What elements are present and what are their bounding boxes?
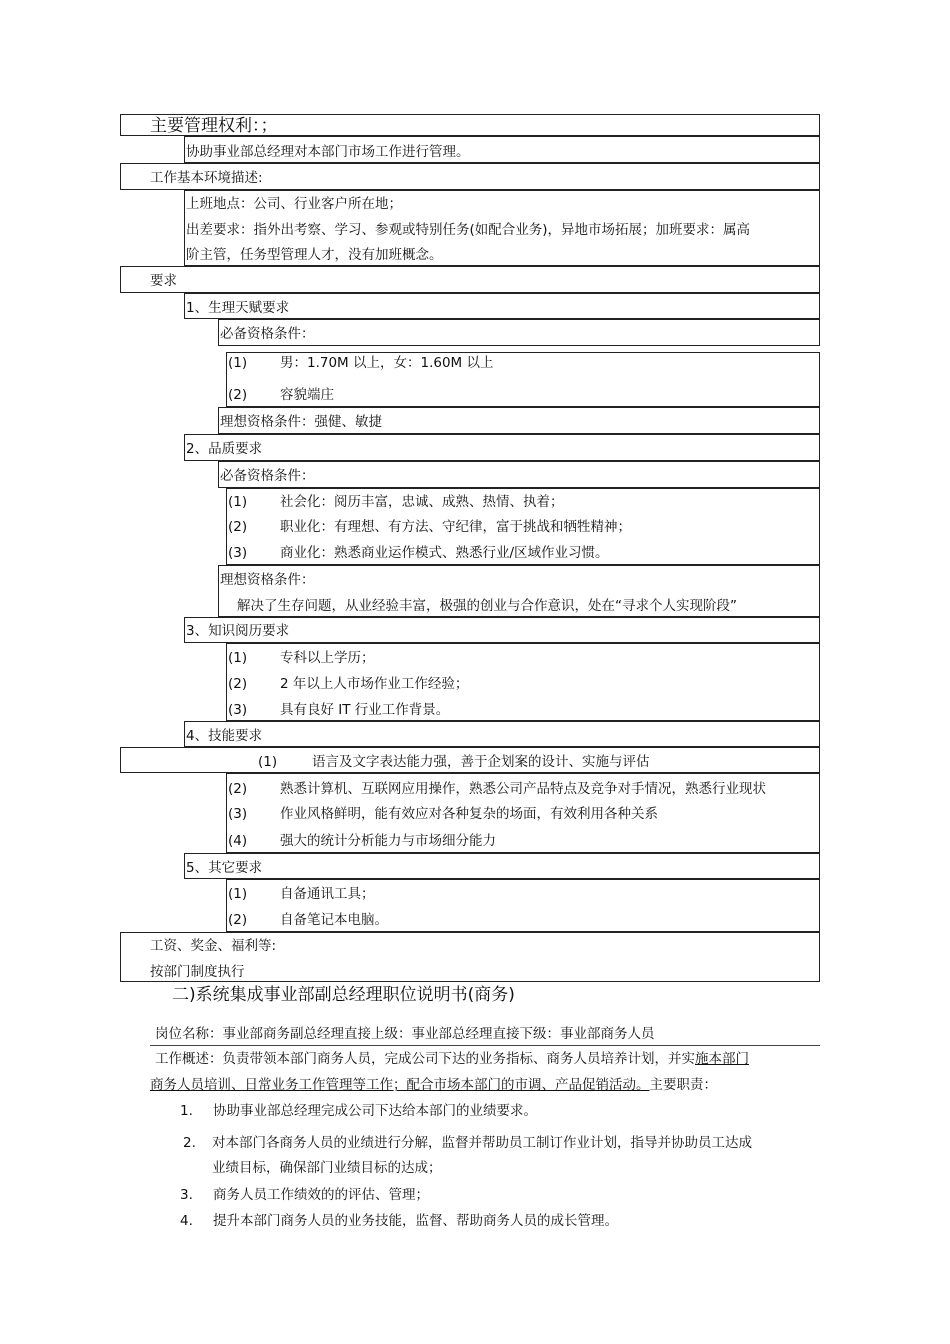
list-item [228, 885, 375, 903]
physical-required-title: 必备资格条件： [220, 326, 315, 342]
section2-heading: 二)系统集成事业部副总经理职位说明书(商务) [172, 985, 515, 1005]
item-number: (3) [228, 545, 248, 561]
list-item [228, 493, 564, 511]
item-text: 熟悉计算机、互联网应用操作，熟悉公司产品特点及竞争对手情况，熟悉行业现状 [280, 781, 766, 797]
overview-line2 [150, 1076, 717, 1094]
duty-text: 协助事业部总经理完成公司下达给本部门的业绩要求。 [213, 1103, 537, 1119]
list-item [228, 675, 468, 693]
skills-title-row [184, 721, 820, 747]
overview-text: 工作概述：负责带领本部门商务人员，完成公司下达的业务指标、商务人员培养计划，并实 [155, 1051, 695, 1067]
salary-text: 按部门制度执行 [150, 964, 245, 980]
requirements-title: 要求 [150, 273, 177, 289]
quality-ideal-text: 解决了生存问题，从业经验丰富，极强的创业与合作意识，处在“寻求个人实现阶段” [237, 598, 737, 614]
other-title-row [184, 853, 820, 879]
environment-travel-line2: 阶主管，任务型管理人才，没有加班概念。 [186, 247, 443, 263]
duty-text: 提升本部门商务人员的业务技能，监督、帮助商务人员的成长管理。 [213, 1213, 618, 1229]
list-item [228, 780, 766, 798]
duty-number: 3. [180, 1187, 193, 1203]
overview-text: 主要职责： [649, 1077, 717, 1093]
requirements-header-row [120, 266, 820, 293]
physical-title: 1、生理天赋要求 [186, 300, 290, 316]
duty-text: 对本部门各商务人员的业绩进行分解，监督并帮助员工制订作业计划，指导并协助员工达成 [212, 1135, 752, 1151]
item-text: 容貌端庄 [280, 387, 334, 403]
position-line: 岗位名称：事业部商务副总经理直接上级：事业部总经理直接下级：事业部商务人员 [155, 1026, 655, 1042]
duty-number: 2. [183, 1135, 196, 1151]
item-text: 自备笔记本电脑。 [280, 912, 388, 928]
list-item [228, 386, 334, 404]
item-text: 职业化：有理想、有方法、守纪律，富于挑战和牺牲精神； [280, 519, 631, 535]
skills-title: 4、技能要求 [186, 728, 263, 744]
item-number: (2) [228, 781, 248, 797]
item-text: 强大的统计分析能力与市场细分能力 [280, 833, 496, 849]
duty-item [180, 1212, 618, 1230]
item-text: 语言及文字表达能力强，善于企划案的设计、实施与评估 [312, 754, 650, 770]
item-text: 作业风格鲜明，能有效应对各种复杂的场面，有效利用各种关系 [280, 806, 658, 822]
item-text: 自备通讯工具； [280, 886, 375, 902]
quality-ideal-title: 理想资格条件： [220, 572, 315, 588]
salary-title: 工资、奖金、福利等: [150, 938, 277, 954]
rights-title: 主要管理权利：； [150, 116, 278, 136]
item-text: 专科以上学历； [280, 650, 375, 666]
item-text: 具有良好 IT 行业工作背景。 [280, 702, 450, 718]
item-text: 男：1.70M 以上，女：1.60M 以上 [280, 355, 494, 371]
list-item [228, 832, 496, 850]
item-number: (1) [228, 355, 248, 371]
environment-travel-line1: 出差要求：指外出考察、学习、参观或特别任务(如配合业务)，异地市场拓展；加班要求：属高 [186, 222, 751, 238]
overview-text-underlined: 商务人员培训、日常业务工作管理等工作；配合市场本部门的市调、产品促销活动。 [150, 1077, 650, 1093]
position-divider [150, 1045, 820, 1046]
list-item [228, 701, 449, 719]
duty-number: 1. [180, 1103, 193, 1119]
item-text: 社会化：阅历丰富，忠诚、成熟、热情、执着； [280, 494, 564, 510]
rights-item: 协助事业部总经理对本部门市场工作进行管理。 [186, 144, 470, 160]
other-title: 5、其它要求 [186, 860, 263, 876]
item-number: (1) [228, 886, 248, 902]
environment-location: 上班地点：公司、行业客户所在地； [186, 196, 402, 212]
list-item [228, 805, 658, 823]
list-item [228, 518, 631, 536]
item-number: (2) [228, 387, 248, 403]
item-number: (2) [228, 676, 248, 692]
duty-item [180, 1186, 429, 1204]
list-item [228, 544, 609, 562]
quality-title-row [184, 434, 820, 461]
item-number: (1) [258, 754, 278, 770]
physical-ideal: 理想资格条件：强健、敏捷 [220, 414, 382, 430]
duty-text: 商务人员工作绩效的的评估、管理； [213, 1187, 429, 1203]
item-number: (4) [228, 833, 248, 849]
quality-title: 2、品质要求 [186, 441, 263, 457]
overview-text-underlined: 施本部门 [695, 1051, 749, 1067]
environment-title: 工作基本环境描述: [150, 170, 263, 186]
overview-line1 [155, 1050, 749, 1068]
list-item [228, 354, 494, 372]
item-number: (2) [228, 912, 248, 928]
item-number: (2) [228, 519, 248, 535]
duty-item [183, 1134, 752, 1152]
item-number: (3) [228, 806, 248, 822]
list-item [228, 911, 388, 929]
duty-item [180, 1102, 537, 1120]
duty-continuation: 业绩目标，确保部门业绩目标的达成； [212, 1160, 442, 1176]
list-item [228, 649, 375, 667]
quality-required-title: 必备资格条件： [220, 468, 315, 484]
duty-number: 4. [180, 1213, 193, 1229]
item-text: 商业化：熟悉商业运作模式、熟悉行业/区域作业习惯。 [280, 545, 609, 561]
item-number: (1) [228, 650, 248, 666]
item-text: 2 年以上人市场作业工作经验； [280, 676, 469, 692]
item-number: (1) [228, 494, 248, 510]
list-item [258, 753, 650, 771]
item-number: (3) [228, 702, 248, 718]
knowledge-title: 3、知识阅历要求 [186, 623, 290, 639]
